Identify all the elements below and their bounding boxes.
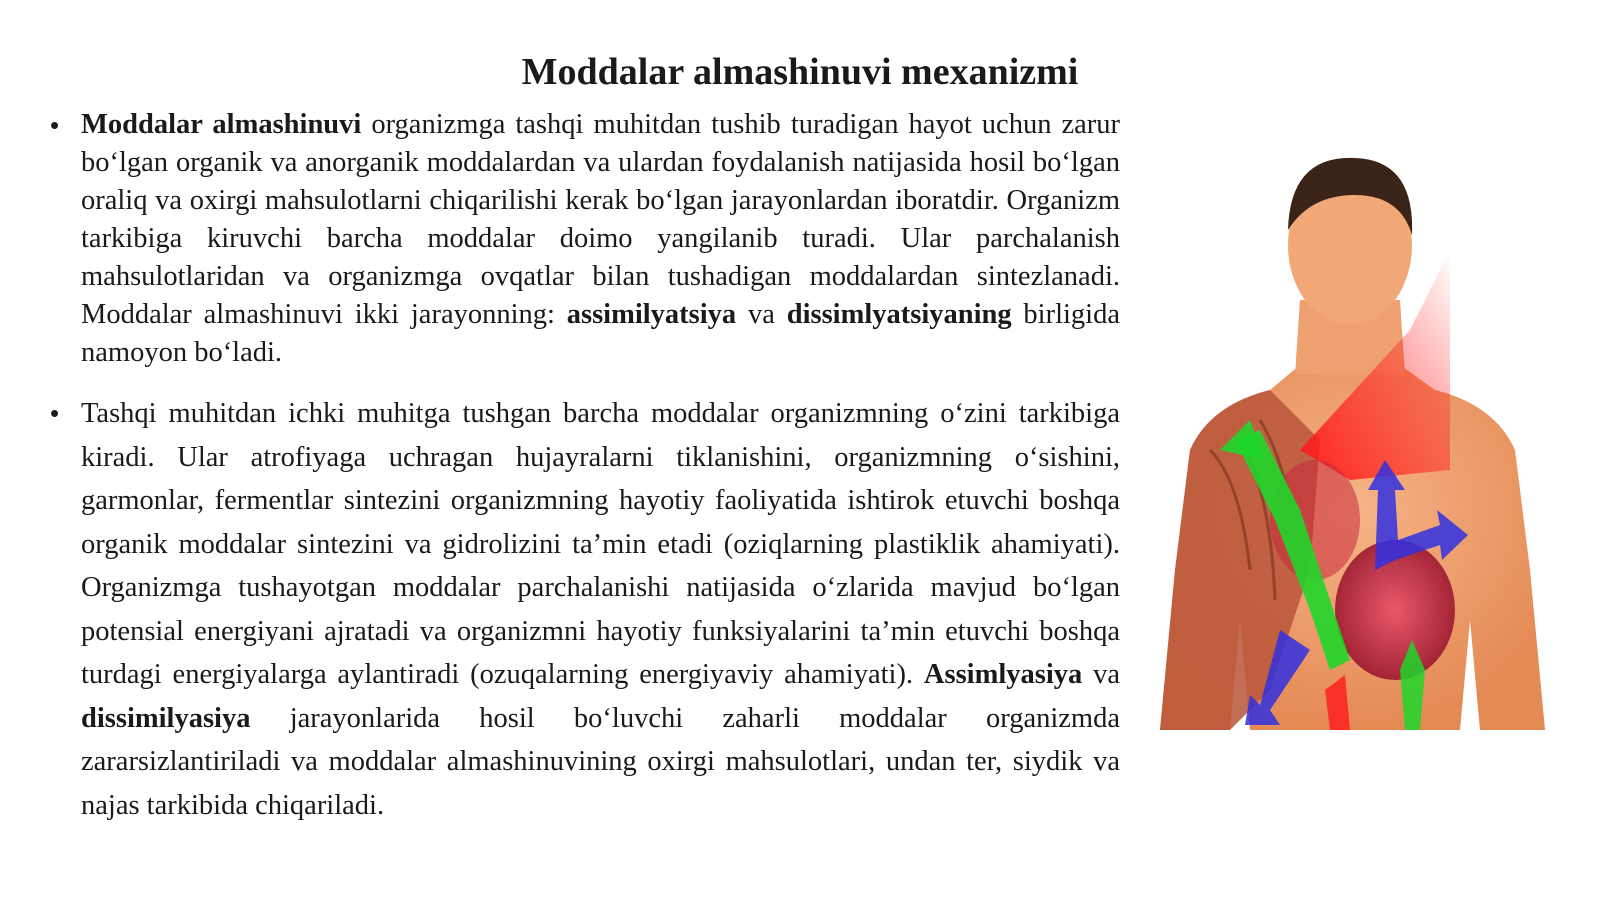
- bullet-item-1: [50, 106, 1120, 372]
- organ-shape: [1335, 540, 1455, 680]
- bullet2-tail: jarayonlarida hosil bo‘luvchi zaharli moddalar organizmda zararsizlantiriladi va moddalar almashinuvining oxirgi mahsulotlari, undan ter, siydik va najas tarkibida chiqariladi.: [81, 702, 1120, 821]
- human-torso-metabolism-illustration: [1150, 150, 1570, 760]
- term-moddalar-almashinuvi: Moddalar almashinuvi: [81, 109, 362, 140]
- bullet-item-2: [50, 392, 1120, 827]
- bullet-icon: •: [50, 398, 60, 428]
- slide-title: Moddalar almashinuvi mexanizmi: [521, 51, 1079, 93]
- bullet-list: [50, 106, 1120, 827]
- bullet1-join: va: [736, 299, 787, 330]
- term-dissimilyasiya: dissimilyasiya: [81, 702, 251, 734]
- term-assimlyasiya: Assimlyasiya: [923, 659, 1083, 690]
- term-assimilyatsiya: assimilyatsiya: [566, 299, 737, 330]
- bullet1-tail: birligida namoyon bo‘ladi.: [81, 299, 1120, 368]
- bullet-icon: •: [50, 110, 60, 140]
- bullet1-text: organizmga tashqi muhitdan tushib turadigan hayot uchun zarur bo‘lgan organik va anorganik moddalardan va ulardan foydalanish natijasida hosil bo‘lgan oraliq va oxirgi mahsulotlarni chiqarilishi kerak bo‘lgan jarayonlardan iboratdir. Organizm tarkibiga kiruvchi barcha moddalar doimo yangilanib turadi. Ular parchalanish mahsulotlaridan va organizmga ovqatlar bilan tushadigan moddalardan sintezlanadi. Moddalar almashinuvi ikki jarayonning:: [81, 109, 1120, 330]
- bullet2-text: Tashqi muhitdan ichki muhitga tushgan barcha moddalar organizmning o‘zini tarkibiga kiradi. Ular atrofiyaga uchragan hujayralarni tiklanishini, organizmning o‘sishini, garmonlar, fermentlar sintezini organizmning hayotiy faoliyatida ishtirok etuvchi boshqa organik moddalar sintezini va gidrolizini ta’min etadi (oziqlarning plastiklik ahamiyati). Organizmga tushayotgan moddalar parchalanishi natijasida o‘zlarida mavjud bo‘lgan potensial energiyani ajratadi va organizmni hayotiy funksiyalarini ta’min etuvchi boshqa turdagi energiyalarga aylantiradi (ozuqalarning energiyaviy ahamiyati).: [81, 398, 1120, 690]
- bullet2-join: va: [1082, 659, 1120, 690]
- term-dissimlyatsiyaning: dissimlyatsiyaning: [786, 299, 1012, 330]
